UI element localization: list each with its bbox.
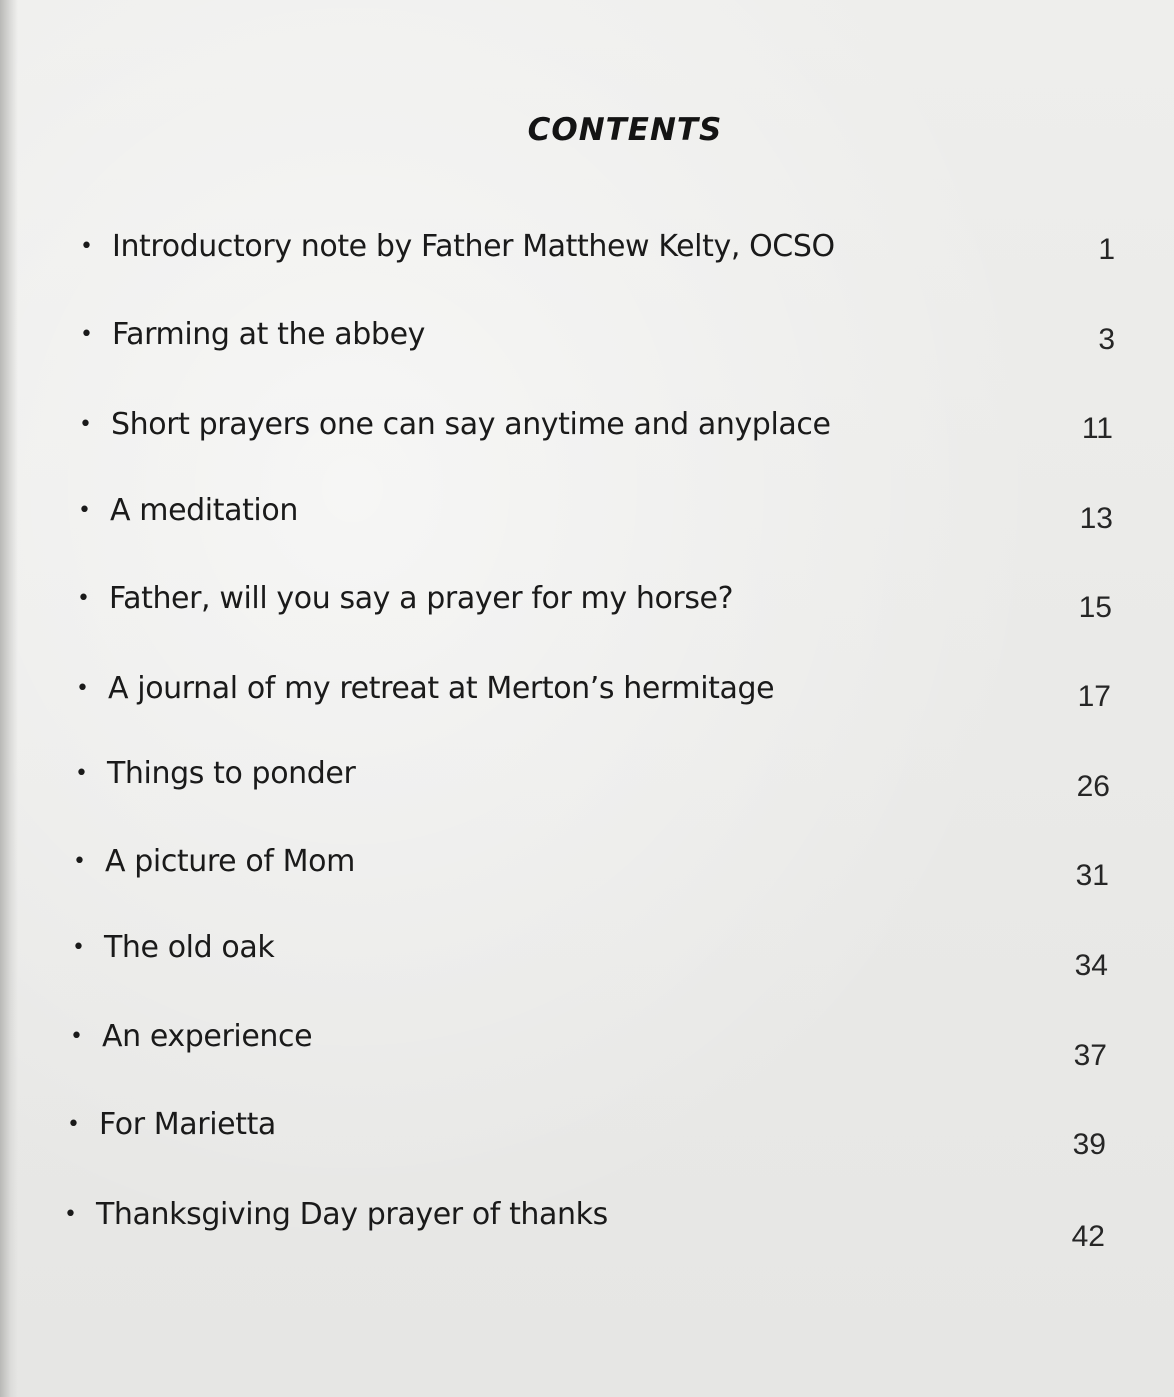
toc-page-number: 13 [1079, 502, 1113, 535]
toc-entry-title: Father, will you say a prayer for my horse? [109, 581, 734, 616]
toc-entry [80, 228, 1115, 268]
toc-page-number: 37 [1073, 1039, 1107, 1072]
toc-entry [64, 1196, 1099, 1236]
bullet: • [72, 935, 85, 960]
bullet: • [76, 676, 89, 701]
toc-entry [79, 406, 1114, 446]
toc-page-number: 42 [1071, 1220, 1105, 1253]
bullet: • [80, 322, 93, 347]
toc-entry [70, 1018, 1105, 1058]
toc-page-number: 1 [1098, 233, 1115, 266]
toc-page-number: 34 [1074, 949, 1108, 982]
toc-entry-title: An experience [102, 1019, 313, 1054]
bullet: • [80, 234, 93, 259]
bullet: • [79, 412, 92, 437]
toc-page-number: 15 [1078, 591, 1112, 624]
toc-page-number: 17 [1077, 680, 1111, 713]
contents-title: CONTENTS [527, 112, 723, 148]
bullet: • [64, 1202, 77, 1227]
toc-entry-title: The old oak [104, 930, 275, 965]
toc-entry [73, 843, 1108, 883]
toc-entry-title: A journal of my retreat at Merton’s hermitage [108, 671, 775, 706]
toc-entry-title: Things to ponder [107, 756, 356, 791]
toc-entry [78, 492, 1113, 532]
toc-page-number: 31 [1075, 859, 1109, 892]
toc-entry-title: For Marietta [99, 1107, 276, 1142]
toc-entry-title: A meditation [110, 493, 298, 528]
toc-page-number: 11 [1081, 412, 1113, 445]
toc-entry [77, 580, 1112, 620]
toc-entry [72, 929, 1107, 969]
toc-entry-title: Short prayers one can say anytime and anyplace [111, 407, 831, 442]
bullet: • [77, 586, 90, 611]
toc-entry-title: Thanksgiving Day prayer of thanks [96, 1197, 608, 1232]
toc-entry-title: Farming at the abbey [112, 317, 425, 352]
bullet: • [75, 761, 88, 786]
bullet: • [67, 1112, 80, 1137]
toc-entry-title: Introductory note by Father Matthew Kelty, OCSO [112, 229, 835, 264]
bullet: • [70, 1024, 83, 1049]
toc-entry [76, 670, 1111, 710]
toc-entry [75, 755, 1110, 795]
bullet: • [73, 849, 86, 874]
bullet: • [78, 498, 91, 523]
toc-page-number: 39 [1072, 1128, 1106, 1161]
toc-entry [67, 1106, 1102, 1146]
page-gutter-shadow [0, 0, 18, 1397]
toc-page-number: 3 [1098, 323, 1115, 356]
toc-entry-title: A picture of Mom [105, 844, 355, 879]
toc-page-number: 26 [1076, 770, 1110, 803]
toc-entry [80, 316, 1115, 356]
